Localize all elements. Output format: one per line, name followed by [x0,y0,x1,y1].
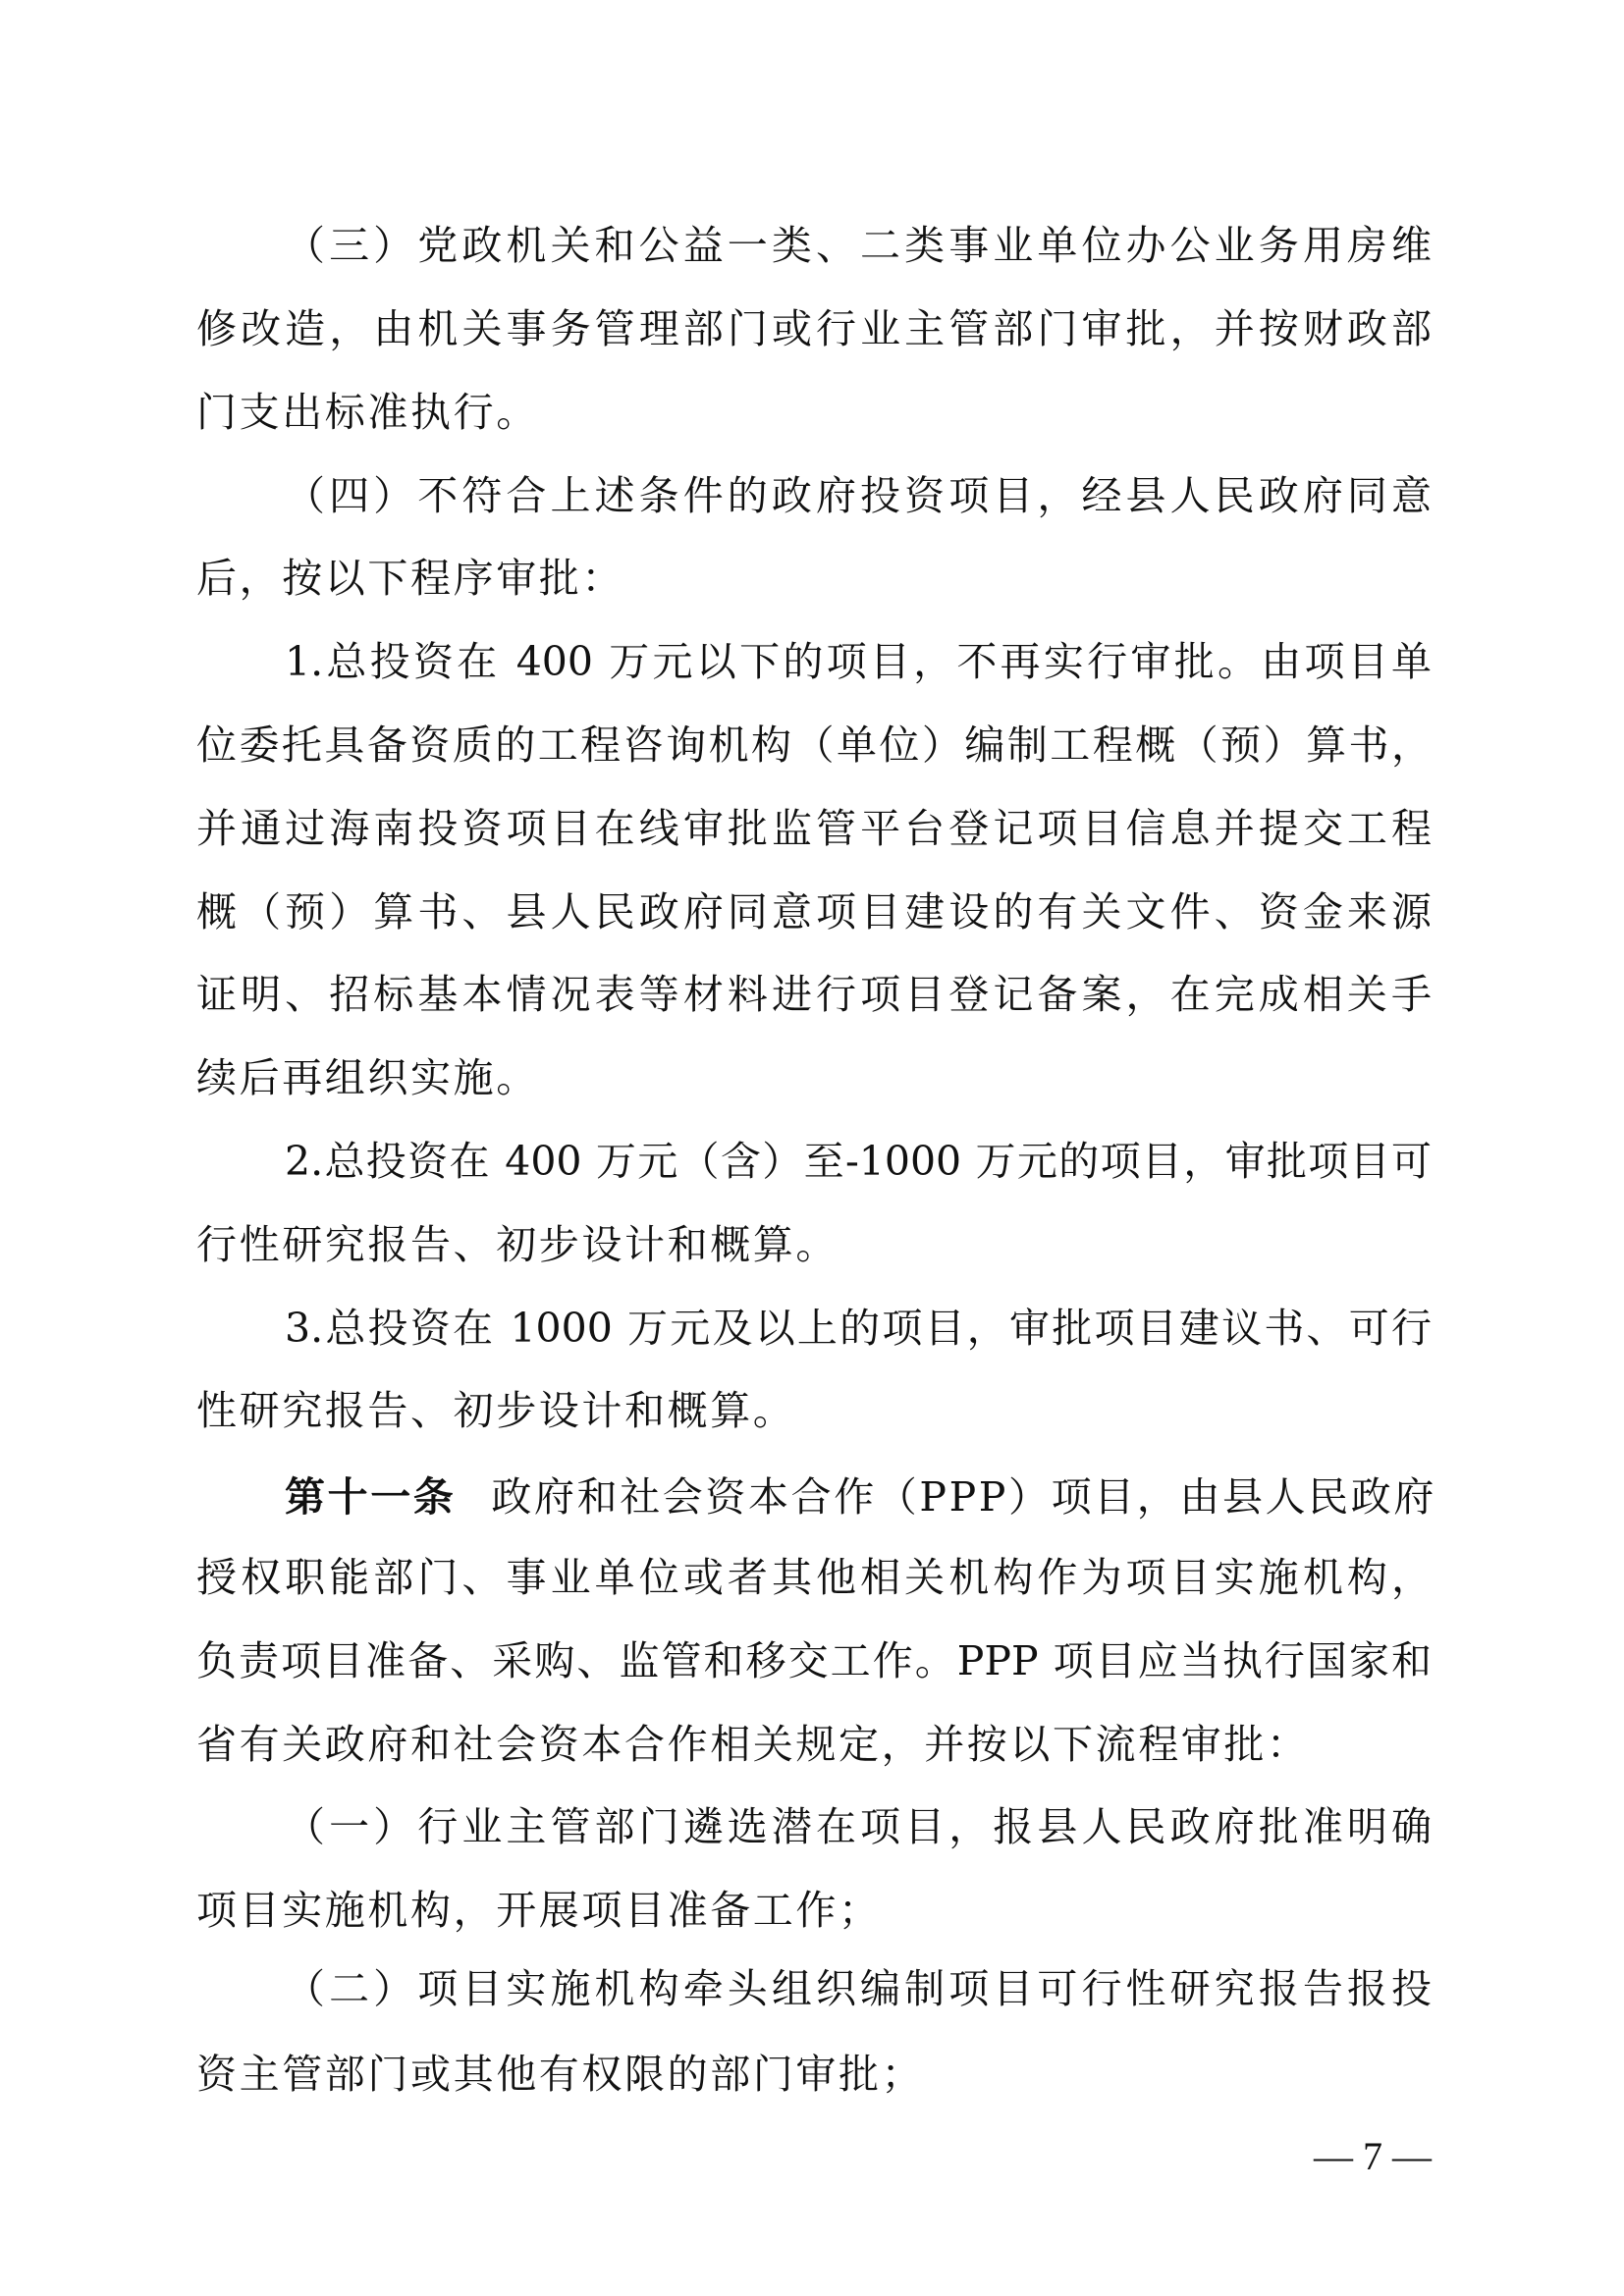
article-11-line-4: 省有关政府和社会资本合作相关规定，并按以下流程审批： [196,1721,1310,1768]
article-heading: 第十一条 [285,1473,457,1521]
item-1-line-5: 证明、招标基本情况表等材料进行项目登记备案，在完成相关手 [196,971,1432,1018]
step-1-line-1: （一）行业主管部门遴选潜在项目，报县人民政府批准明确 [285,1803,1432,1850]
item-1-line-6: 续后再组织实施。 [196,1054,539,1101]
item-1-line-2: 位委托具备资质的工程咨询机构（单位）编制工程概（预）算书， [196,721,1432,769]
item-2-line-1: 2.总投资在 400 万元（含）至-1000 万元的项目，审批项目可 [285,1138,1432,1185]
paragraph-3-line-2: 修改造，由机关事务管理部门或行业主管部门审批，并按财政部 [196,305,1432,352]
article-11-line-3: 负责项目准备、采购、监管和移交工作。PPP 项目应当执行国家和 [196,1637,1432,1684]
page-number: — 7 — [1314,2134,1432,2178]
article-11-line-2: 授权职能部门、事业单位或者其他相关机构作为项目实施机构， [196,1554,1432,1601]
step-2-line-1: （二）项目实施机构牵头组织编制项目可行性研究报告报投 [285,1965,1432,2012]
item-1-line-3: 并通过海南投资项目在线审批监管平台登记项目信息并提交工程 [196,805,1432,852]
item-2-line-2: 行性研究报告、初步设计和概算。 [196,1221,839,1268]
article-11-line-1-text: 政府和社会资本合作（PPP）项目，由县人民政府 [491,1473,1436,1521]
article-11-line-1 [196,1472,1436,1522]
item-3-line-1: 3.总投资在 1000 万元及以上的项目，审批项目建议书、可行 [285,1305,1432,1352]
paragraph-4-line-1: （四）不符合上述条件的政府投资项目，经县人民政府同意 [285,472,1432,519]
step-1-line-2: 项目实施机构，开展项目准备工作； [196,1887,882,1934]
item-1-line-1: 1.总投资在 400 万元以下的项目，不再实行审批。由项目单 [285,638,1432,685]
paragraph-3-line-1: （三）党政机关和公益一类、二类事业单位办公业务用房维 [285,222,1432,269]
item-1-line-4: 概（预）算书、县人民政府同意项目建设的有关文件、资金来源 [196,888,1432,935]
paragraph-4-line-2: 后，按以下程序审批： [196,555,624,602]
item-3-line-2: 性研究报告、初步设计和概算。 [196,1387,796,1434]
paragraph-3-line-3: 门支出标准执行。 [196,389,539,436]
step-2-line-2: 资主管部门或其他有权限的部门审批； [196,2051,925,2098]
